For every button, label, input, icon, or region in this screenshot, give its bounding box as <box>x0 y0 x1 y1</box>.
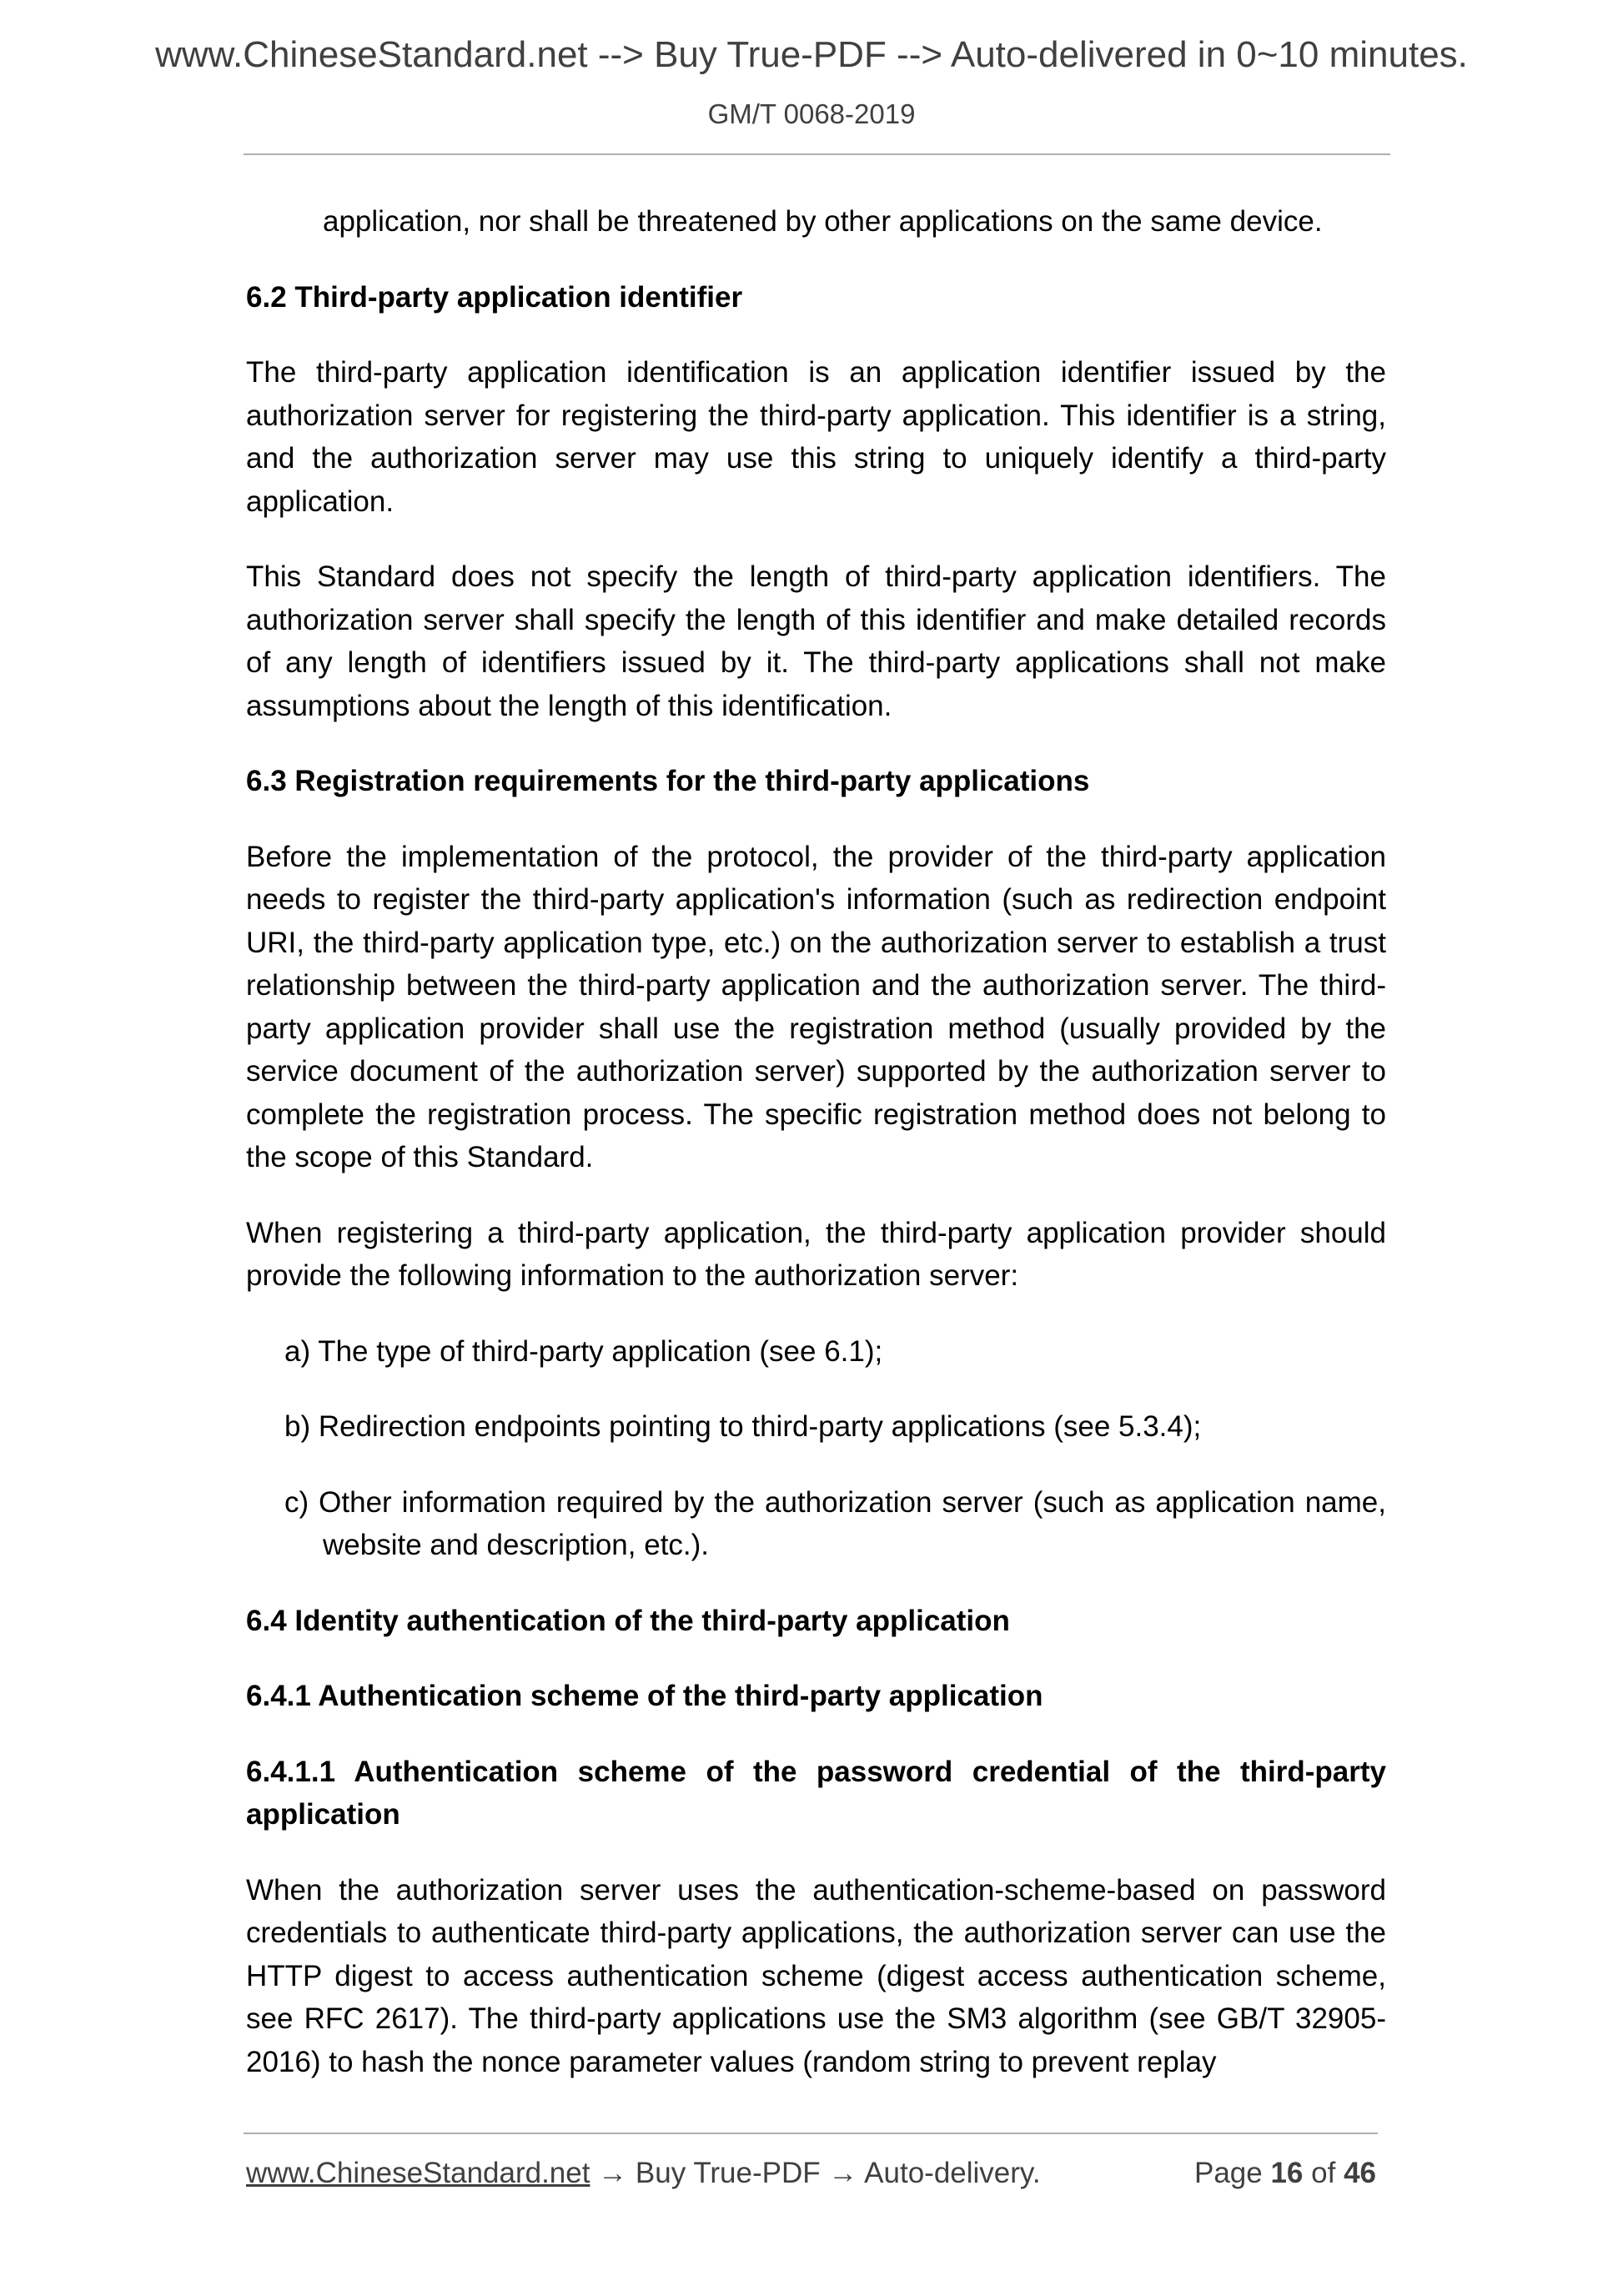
section-heading-6-4-1: 6.4.1 Authentication scheme of the third-party application <box>246 1680 1043 1712</box>
paragraph: When the authorization server uses the authentication-scheme-based on password credentials to authenticate third-party applications, the authorization server can use the HTTP digest to access authentication scheme (digest access authentication scheme, see RFC 2617). The third-party applications use the SM3 algorithm (see GB/T 32905-2016) to hash the nonce parameter values (random string to prevent replay <box>246 1873 1386 2078</box>
footer-divider <box>244 2133 1378 2134</box>
page-total: 46 <box>1344 2157 1376 2189</box>
footer-promo <box>246 2156 1041 2191</box>
paragraph-continuation: application, nor shall be threatened by other applications on the same device. <box>323 205 1323 238</box>
page-number <box>1194 2156 1376 2191</box>
list-item-b: b) Redirection endpoints pointing to third-party applications (see 5.3.4); <box>284 1410 1202 1443</box>
page-current: 16 <box>1270 2157 1304 2189</box>
paragraph: Before the implementation of the protocol, the provider of the third-party application needs to register the third-party application's information (such as redirection endpoint URI, the third-party application type, etc.) on the authorization server to establish a trust relationship between the third-party application and the authorization server. The third-party application provider shall use the registration method (usually provided by the service document of the authorization server) supported by the authorization server to complete the registration process. The specific registration method does not belong to the scope of this Standard. <box>246 840 1386 1173</box>
document-code: GM/T 0068-2019 <box>707 98 916 129</box>
paragraph: When registering a third-party application, the third-party application provider should provide the following information to the authorization server: <box>246 1216 1386 1292</box>
section-heading-6-4-1-1: 6.4.1.1 Authentication scheme of the password credential of the third-party application <box>246 1755 1386 1831</box>
list-item-c: c) Other information required by the authorization server (such as application name, website and description, etc.). <box>284 1485 1386 1561</box>
section-heading-6-2: 6.2 Third-party application identifier <box>246 280 743 314</box>
page-label: Page <box>1193 2157 1263 2189</box>
site-banner: www.ChineseStandard.net --> Buy True-PDF --> Auto-delivered in 0~10 minutes. <box>155 34 1468 75</box>
footer-site-link[interactable]: www.ChineseStandard.net <box>246 2157 590 2189</box>
list-item-a: a) The type of third-party application (see 6.1); <box>284 1334 883 1368</box>
paragraph: The third-party application identification is an application identifier issued by the authorization server for registering the third-party application. This identifier is a string, and the authorization server may use this string to uniquely identify a third-party application. <box>246 356 1386 518</box>
section-heading-6-4: 6.4 Identity authentication of the third-party application <box>246 1604 1010 1637</box>
header-divider <box>244 153 1390 155</box>
section-heading-6-3: 6.3 Registration requirements for the third-party applications <box>246 765 1090 797</box>
footer-tagline: → Buy True-PDF → Auto-delivery. <box>590 2157 1041 2189</box>
page-of: of <box>1311 2157 1336 2189</box>
document-body <box>246 200 1386 2116</box>
paragraph: This Standard does not specify the length of third-party application identifiers. The authorization server shall specify the length of this identifier and make detailed records of any length of identifiers issued by it. The third-party applications shall not make assumptions about the length of this identification. <box>246 560 1386 722</box>
